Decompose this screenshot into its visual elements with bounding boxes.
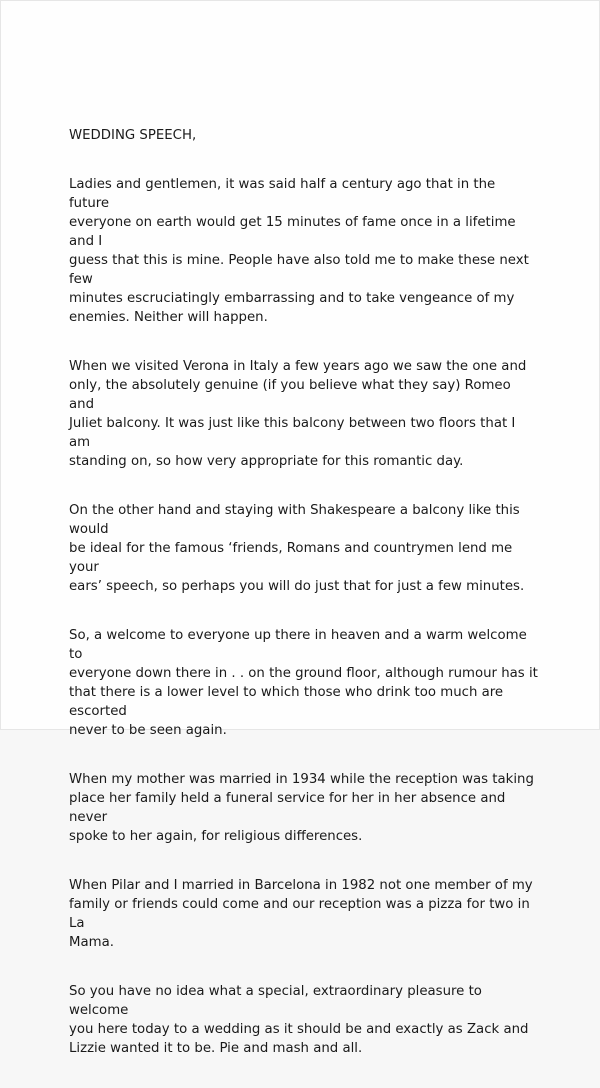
- paragraph-2: When we visited Verona in Italy a few years ago we saw the one and only, the absolutely genuine (if you believe what they say) Romeo and Juliet balcony. It was just like this balcony between two floors that I am standing on, so how very appropriate for this romantic day.: [69, 359, 527, 469]
- paragraph-1: Ladies and gentlemen, it was said half a century ago that in the future everyone on earth would get 15 minutes of fame once in a lifetime and I guess that this is mine. People have also told me to make these next few minutes escruciatingly embarrassing and to take vengeance of my enemies. Neither will happen.: [69, 177, 529, 325]
- paragraph-3: On the other hand and staying with Shakespeare a balcony like this would be ideal for the famous ‘friends, Romans and countrymen lend me your ears’ speech, so perhaps you will do just that for just a few minutes.: [69, 503, 525, 594]
- paragraph-6: When Pilar and I married in Barcelona in 1982 not one member of my family or friends could come and our reception was a pizza for two in La Mama.: [69, 878, 533, 950]
- document-body: [69, 107, 539, 1088]
- paragraph-4: So, a welcome to everyone up there in heaven and a warm welcome to everyone down there in . . on the ground floor, although rumour has it that there is a lower level to which those who drink too much are escorted never to be seen again.: [69, 628, 538, 738]
- document-title: WEDDING SPEECH,: [69, 128, 197, 143]
- paragraph-5: When my mother was married in 1934 while the reception was taking place her family held a funeral service for her in her absence and never spoke to her again, for religious differences.: [69, 772, 534, 844]
- paragraph-7: So you have no idea what a special, extraordinary pleasure to welcome you here today to a wedding as it should be and exactly as Zack and Lizzie wanted it to be. Pie and mash and all.: [69, 984, 529, 1056]
